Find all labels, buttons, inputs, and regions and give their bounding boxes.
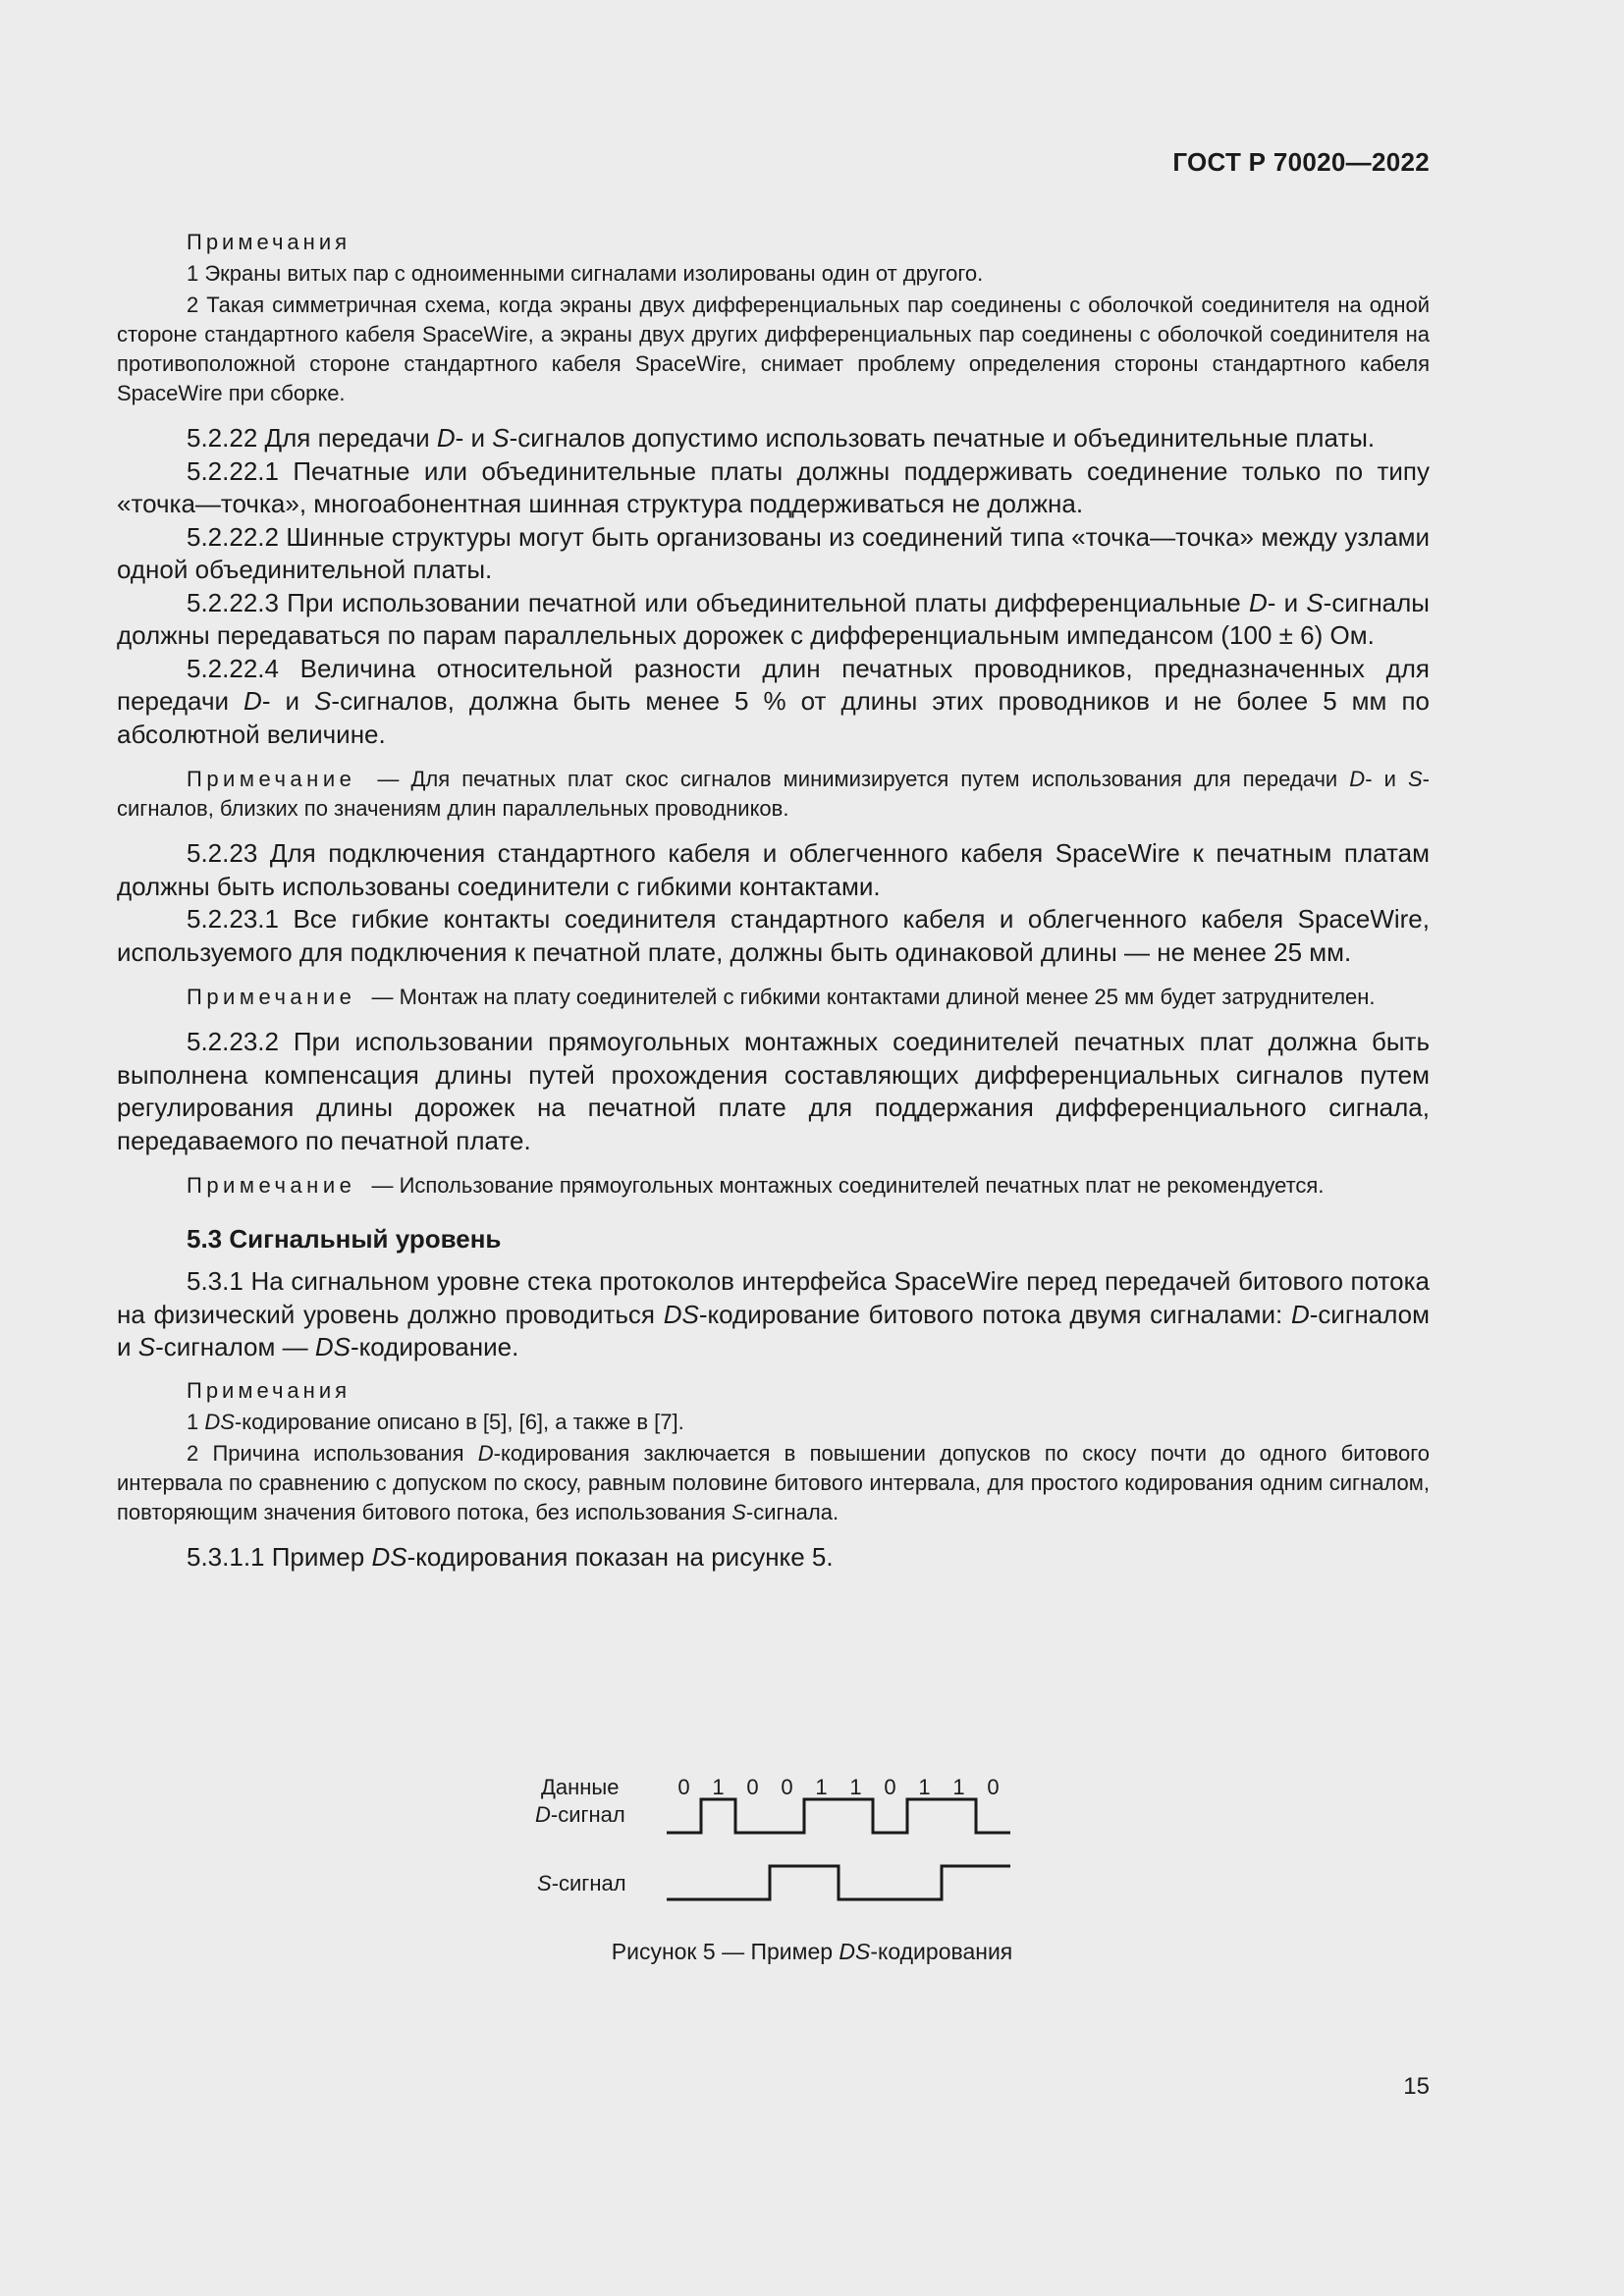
bit-label: 0 <box>746 1775 759 1799</box>
note-mounting: Примечание — Монтаж на плату соединителей с гибкими контактами длиной менее 25 мм будет затруднителен. <box>187 985 1376 1009</box>
bit-label: 1 <box>952 1775 965 1799</box>
bit-label: 1 <box>849 1775 862 1799</box>
notes-heading-2: Примечания <box>187 1377 352 1403</box>
clause-5-3-1-1: 5.3.1.1 Пример DS-кодирования показан на рисунке 5. <box>187 1541 834 1572</box>
bit-labels <box>677 1775 999 1799</box>
notes-heading: Примечания <box>187 230 352 254</box>
page-content <box>117 220 1430 1574</box>
bit-label: 0 <box>987 1775 1000 1799</box>
s-signal-label: S-сигнал <box>537 1871 626 1896</box>
clause-5-2-22-4: 5.2.22.4 Величина относительной разности длин печатных проводников, предназначенных для передачи D- и S-сигналов, должна быть менее 5 % от длины этих проводников и не более 5 мм по абсолютной величине. <box>117 653 1430 749</box>
clause-5-2-22-2: 5.2.22.2 Шинные структуры могут быть организованы из соединений типа «точка—точка» между узлами одной объединительной платы. <box>117 521 1430 584</box>
data-label: Данные <box>541 1775 620 1799</box>
clause-5-2-23: 5.2.23 Для подключения стандартного кабеля и облегченного кабеля SpaceWire к печатным платам должны быть использованы соединители с гибкими контактами. <box>117 838 1430 901</box>
note-1: 1 Экраны витых пар с одноименными сигналами изолированы один от другого. <box>187 261 984 286</box>
figure-caption: Рисунок 5 — Пример DS-кодирования <box>611 1939 1013 1964</box>
note-ds-ref: 1 DS-кодирование описано в [5], [6], а также в [7]. <box>187 1409 684 1434</box>
bit-label: 0 <box>781 1775 793 1799</box>
bit-label: 0 <box>884 1775 896 1799</box>
document-header: ГОСТ Р 70020—2022 <box>1172 147 1430 177</box>
clause-5-2-22: 5.2.22 Для передачи D- и S-сигналов допустимо использовать печатные и объединительные платы. <box>187 423 1376 453</box>
clause-5-2-22-1: 5.2.22.1 Печатные или объединительные платы должны поддерживать соединение только по типу «точка—точка», многоабонентная шинная структура поддерживаться не должна. <box>117 455 1430 518</box>
clause-5-3-1: 5.3.1 На сигнальном уровне стека протоколов интерфейса SpaceWire перед передачей битового потока на физический уровень должно проводиться DS-кодирование битового потока двумя сигналами: D-сигналом и S-сигналом — DS-кодирование. <box>117 1266 1430 1362</box>
d-signal-waveform <box>667 1799 1010 1833</box>
bit-label: 1 <box>815 1775 828 1799</box>
page-number: 15 <box>1403 2073 1430 2100</box>
clause-5-2-22-3: 5.2.22.3 При использовании печатной или объединительной платы дифференциальные D- и S-сигналы должны передаваться по парам параллельных дорожек с дифференциальным импедансом (100 ± 6) Ом. <box>117 587 1430 650</box>
bit-label: 0 <box>677 1775 690 1799</box>
clause-5-2-23-2: 5.2.23.2 При использовании прямоугольных монтажных соединителей печатных плат должна быть выполнена компенсация длины путей прохождения составляющих дифференциальных сигналов путем регулирования длины дорожек на печатной плате для поддержания дифференциального сигнала, передаваемого по печатной плате. <box>117 1027 1430 1155</box>
section-heading-5-3: 5.3 Сигнальный уровень <box>187 1224 502 1254</box>
note-d-reason: 2 Причина использования D-кодирования заключается в повышении допусков по скосу почти до одного битового интервала по сравнению с допуском по скосу, равным половине битового интервала, для простого кодирования одним сигналом, повторяющим значения битового потока, без использования S-сигнала. <box>117 1440 1430 1524</box>
d-signal-label: D-сигнал <box>535 1802 625 1827</box>
bit-label: 1 <box>918 1775 931 1799</box>
bit-label: 1 <box>712 1775 725 1799</box>
note-rectangular: Примечание — Использование прямоугольных монтажных соединителей печатных плат не рекомендуется. <box>187 1173 1325 1198</box>
note-2: 2 Такая симметричная схема, когда экраны двух дифференциальных пар соединены с оболочкой соединителя на одной стороне стандартного кабеля SpaceWire, а экраны двух других дифференциальных пар соединены с оболочкой соединителя на противоположной стороне стандартного кабеля SpaceWire, снимает проблему определения стороны стандартного кабеля SpaceWire при сборке. <box>117 293 1430 405</box>
note-skew: Примечание — Для печатных плат скос сигналов минимизируется путем использования для передачи D- и S-сигналов, близких по значениям длин параллельных проводников. <box>117 767 1430 821</box>
clause-5-2-23-1: 5.2.23.1 Все гибкие контакты соединителя стандартного кабеля и облегченного кабеля SpaceWire, используемого для подключения к печатной плате, должны быть одинаковой длины — не менее 25 мм. <box>117 904 1430 967</box>
s-signal-waveform <box>667 1866 1010 1899</box>
